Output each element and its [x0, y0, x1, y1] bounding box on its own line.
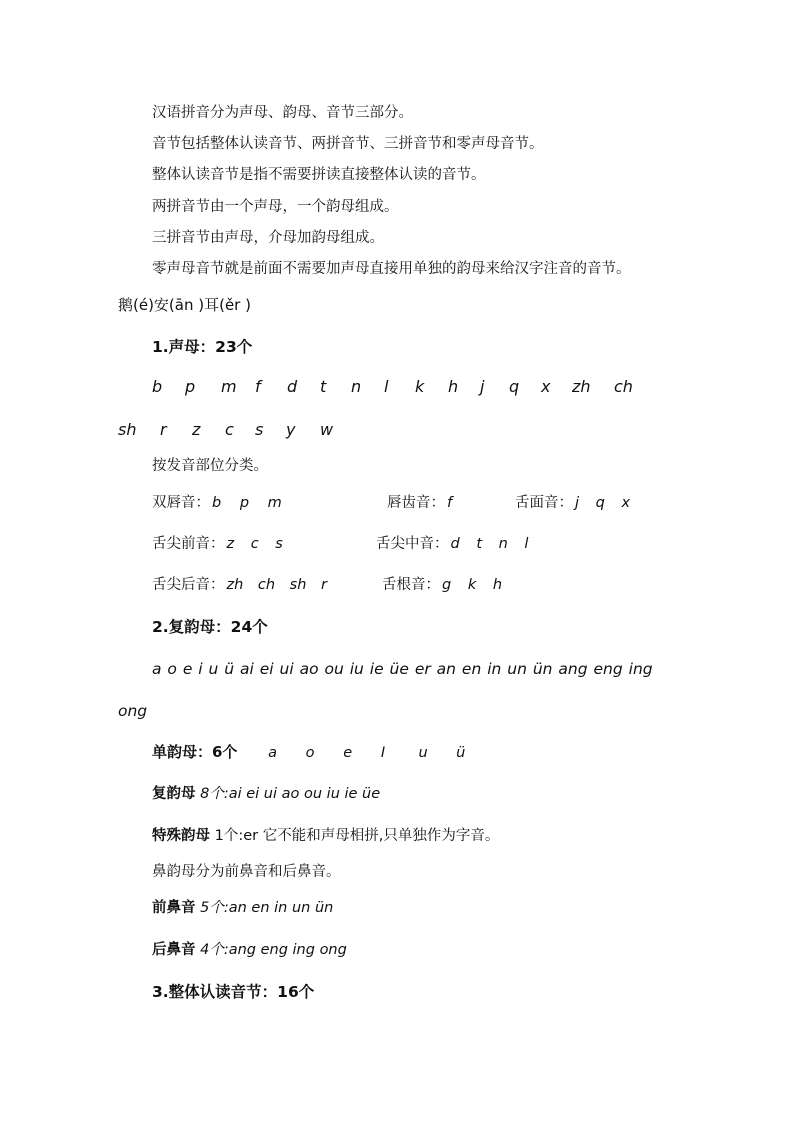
group-bilabial: [152, 493, 282, 513]
group-label: 舌根音：: [382, 577, 440, 593]
group-values: g k h: [442, 577, 503, 593]
group-front-apical: [152, 534, 283, 554]
group-values: b p m: [212, 495, 282, 511]
compound-finals-line: [152, 784, 380, 804]
front-nasal-text: 5个:an en in un ün: [195, 900, 334, 916]
section-2-title: 2.复韵母：24个: [152, 618, 268, 636]
single-final: a: [268, 745, 277, 761]
initial: r: [160, 420, 167, 439]
section-3-title: 3.整体认读音节：16个: [152, 983, 315, 1001]
group-values: z c s: [226, 536, 283, 552]
compound-finals-label: 复韵母: [152, 786, 196, 802]
single-finals-label: 单韵母：6个: [152, 743, 238, 761]
intro-line: 整体认读音节是指不需要拼读直接整体认读的音节。: [152, 167, 486, 183]
single-final: o: [305, 745, 315, 761]
intro-line: 三拼音节由声母，介母加韵母组成。: [152, 230, 384, 246]
group-label: 舌尖后音：: [152, 577, 225, 593]
special-finals-text: 1个:er 它不能和声母相拼,只单独作为字音。: [210, 828, 500, 844]
initial: h: [448, 377, 459, 396]
intro-line: 音节包括整体认读音节、两拼音节、三拼音节和零声母音节。: [152, 136, 544, 152]
group-label: 唇齿音：: [387, 495, 445, 511]
single-final: u: [418, 745, 428, 761]
initial: c: [225, 420, 234, 439]
back-nasal-label: 后鼻音: [152, 942, 196, 958]
classify-title: 按发音部位分类。: [152, 458, 268, 474]
initial: zh: [572, 377, 591, 396]
group-values: zh ch sh r: [226, 577, 327, 593]
group-mid-apical: [376, 534, 528, 554]
group-values: d t n l: [450, 536, 529, 552]
initial: s: [255, 420, 264, 439]
initials-row-2: [118, 420, 350, 440]
initial: d: [287, 377, 298, 396]
single-finals-line: [152, 742, 489, 763]
initial: ch: [614, 377, 633, 396]
initial: z: [192, 420, 201, 439]
finals-list-line-2: ong: [118, 702, 148, 720]
group-back-apical: [152, 575, 327, 595]
back-nasal-line: [152, 940, 347, 960]
front-nasal-label: 前鼻音: [152, 900, 196, 916]
initial: x: [541, 377, 551, 396]
group-label: 舌面音：: [515, 495, 573, 511]
compound-finals-text: 8个:ai ei ui ao ou iu ie üe: [195, 786, 381, 802]
group-label: 双唇音：: [152, 495, 210, 511]
intro-line: 两拼音节由一个声母，一个韵母组成。: [152, 199, 399, 215]
initial: p: [185, 377, 196, 396]
initials-row-1: [152, 377, 644, 397]
group-label: 舌尖中音：: [376, 536, 449, 552]
initial: w: [320, 420, 334, 439]
initial: k: [415, 377, 425, 396]
intro-line: 零声母音节就是前面不需要加声母直接用单独的韵母来给汉字注音的音节。: [152, 261, 631, 277]
nasal-intro-line: 鼻韵母分为前鼻音和后鼻音。: [152, 864, 341, 880]
initial: b: [152, 377, 163, 396]
single-final: I: [380, 745, 386, 761]
initial: m: [221, 377, 237, 396]
initial: q: [509, 377, 520, 396]
section-1-title: 1.声母：23个: [152, 338, 253, 356]
group-velar: [382, 575, 502, 595]
initial: sh: [118, 420, 137, 439]
initial: l: [384, 377, 389, 396]
initial: y: [286, 420, 296, 439]
group-dorsal: [515, 493, 630, 513]
initial: t: [320, 377, 327, 396]
intro-line: 汉语拼音分为声母、韵母、音节三部分。: [152, 105, 413, 121]
initial: j: [480, 377, 485, 396]
finals-list-line-1: a o e i u ü ai ei ui ao ou iu ie üe er an en in un ün ang eng ing: [152, 660, 653, 678]
front-nasal-line: [152, 898, 333, 918]
example-line: 鹅(é)安(ān )耳(ěr ): [118, 296, 251, 314]
initial: f: [255, 377, 261, 396]
single-final: e: [343, 745, 353, 761]
initial: n: [351, 377, 362, 396]
group-values: f: [447, 495, 453, 511]
group-labiodental: [387, 493, 452, 513]
group-values: j q x: [575, 495, 631, 511]
special-finals-label: 特殊韵母: [152, 828, 210, 844]
single-final: ü: [456, 745, 466, 761]
group-label: 舌尖前音：: [152, 536, 225, 552]
special-finals-line: [152, 826, 499, 846]
back-nasal-text: 4个:ang eng ing ong: [195, 942, 347, 958]
